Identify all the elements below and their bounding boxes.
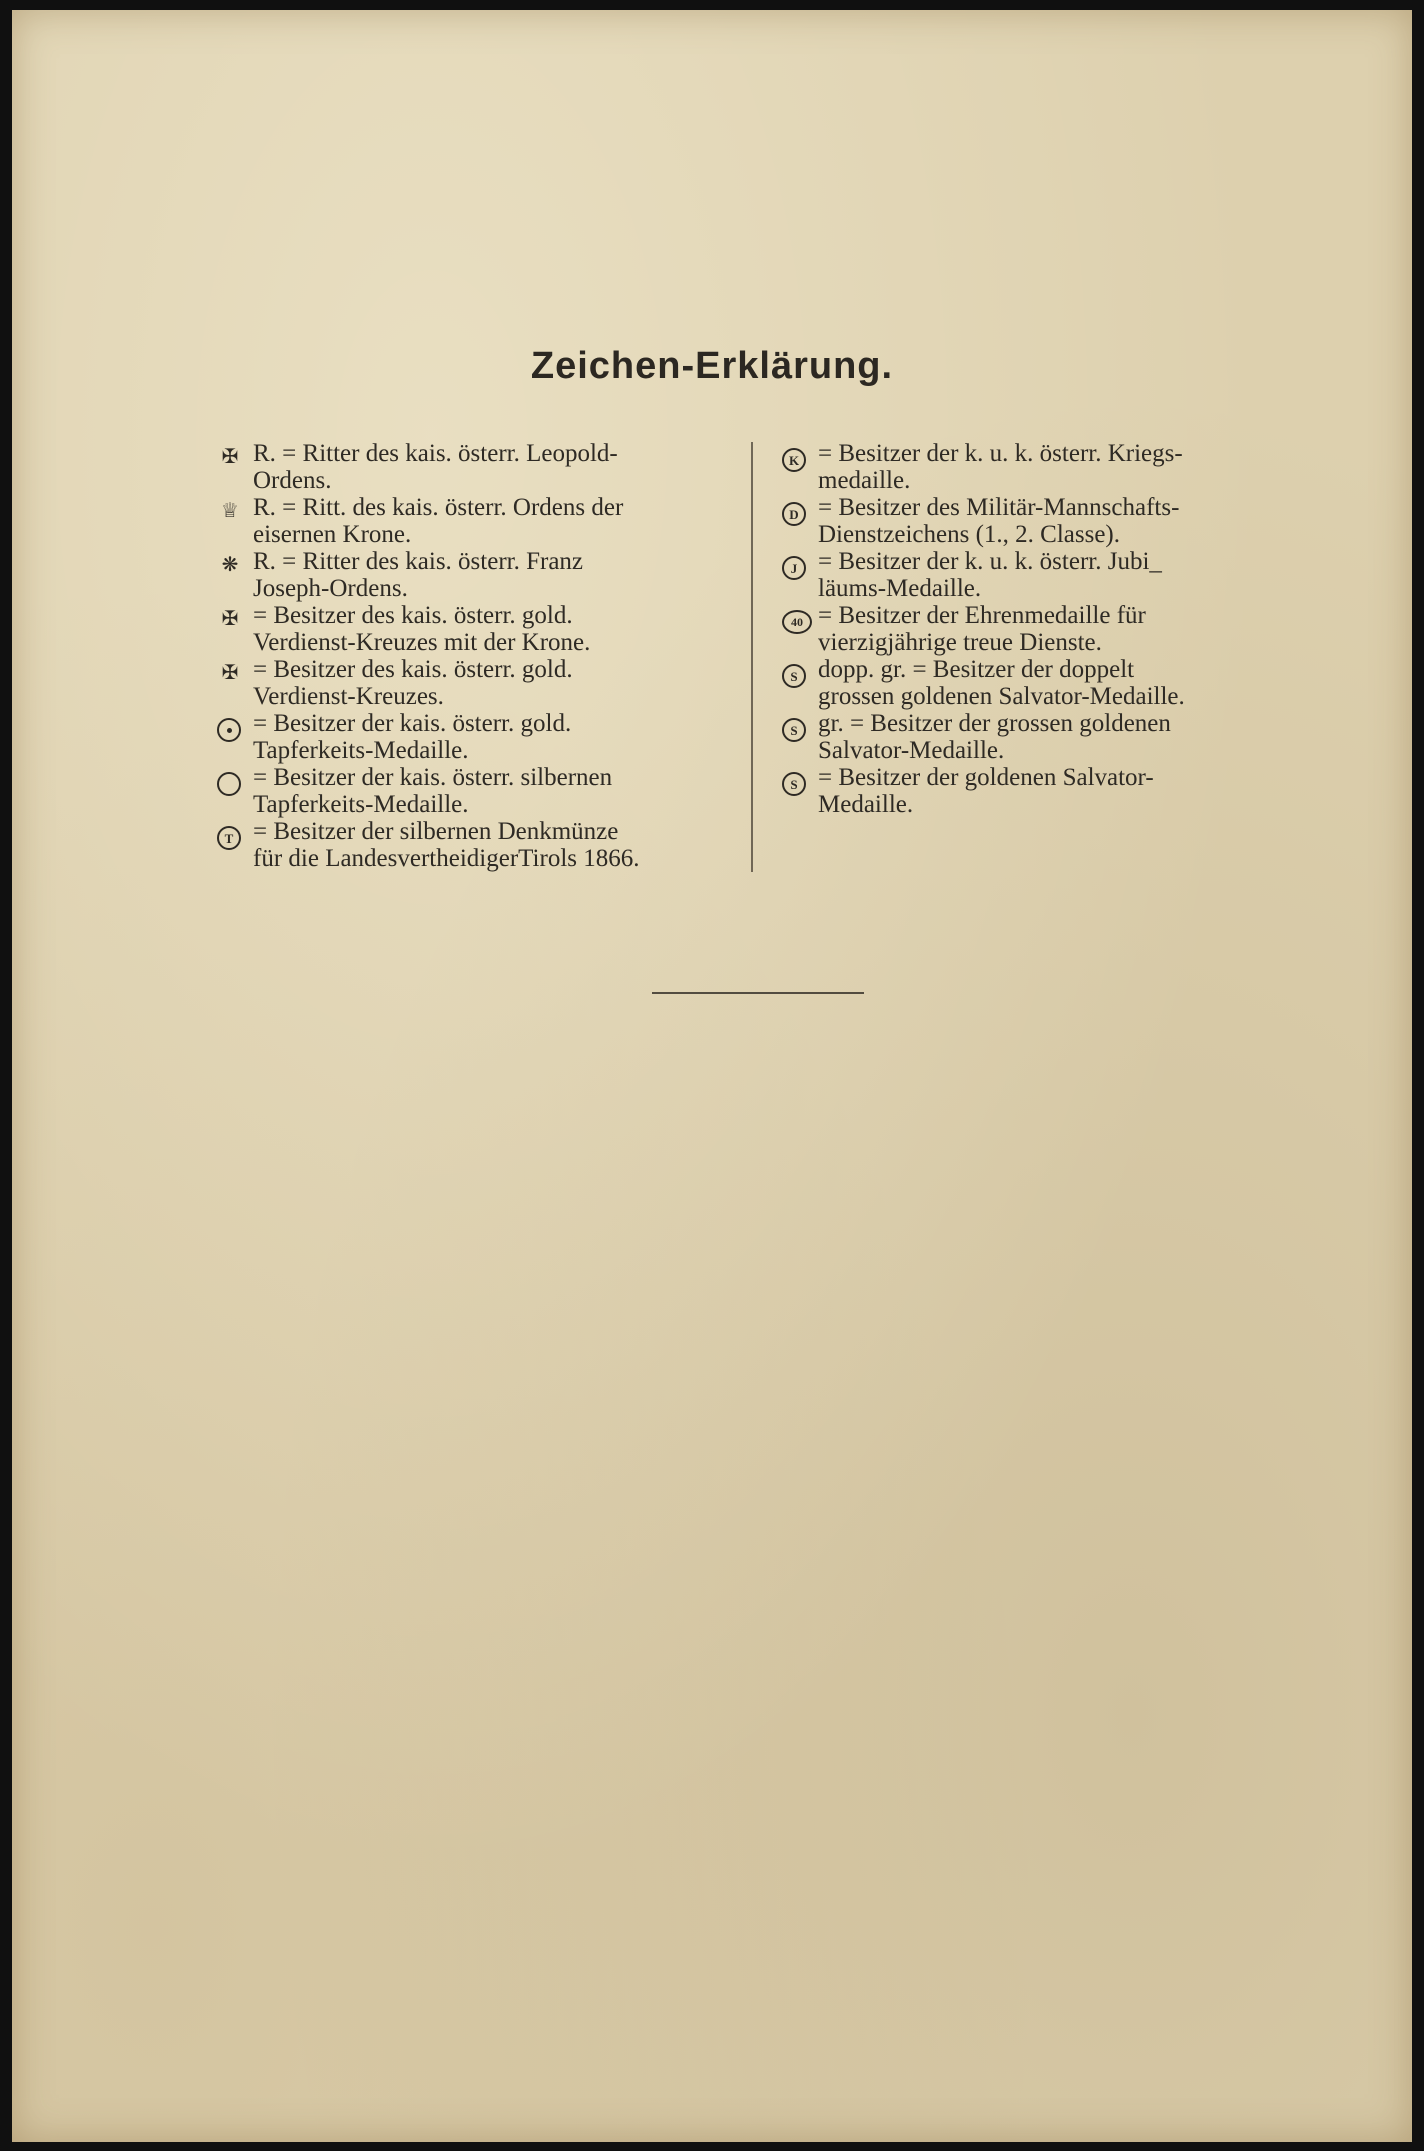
document-page	[12, 10, 1412, 2142]
legend-entry	[782, 764, 1302, 818]
legend-entry	[217, 548, 732, 602]
legend-text-line: R. = Ritter des kais. österr. Leopold-	[253, 440, 618, 467]
legend-text-line: = Besitzer der k. u. k. österr. Jubi_	[818, 548, 1162, 575]
legend-text-line: Verdienst-Kreuzes mit der Krone.	[253, 629, 591, 656]
tyrol-medal-icon: T	[217, 826, 241, 850]
legend-text-line: R. = Ritter des kais. österr. Franz	[253, 548, 584, 575]
franz-joseph-order-icon: ❋	[221, 554, 239, 576]
legend-entry	[782, 548, 1302, 602]
legend-text-line: Ordens.	[253, 467, 332, 494]
legend-entry	[217, 818, 732, 872]
legend-text-line: dopp. gr. = Besitzer der doppelt	[818, 656, 1135, 683]
legend-text-line: Salvator-Medaille.	[818, 737, 1005, 764]
legend-entry	[782, 494, 1302, 548]
legend-text-line: Medaille.	[818, 791, 914, 818]
legend-entry	[217, 494, 732, 548]
legend-entry	[782, 710, 1302, 764]
jubilee-medal-icon: J	[782, 556, 806, 580]
legend-text-line: Tapferkeits-Medaille.	[253, 737, 469, 764]
legend-entry	[782, 440, 1302, 494]
salvator-double-large-icon: S	[782, 664, 806, 688]
legend-text-line: grossen goldenen Salvator-Medaille.	[818, 683, 1185, 710]
legend-text-line: = Besitzer des Militär-Mannschafts-	[818, 494, 1180, 521]
legend-entry	[217, 764, 732, 818]
legend-text-line: = Besitzer der kais. österr. silbernen	[253, 764, 613, 791]
service-badge-icon: D	[782, 502, 806, 526]
gold-bravery-medal-icon	[217, 718, 241, 742]
salvator-large-icon: S	[782, 718, 806, 742]
silver-bravery-medal-icon	[217, 772, 241, 796]
legend-text-line: läums-Medaille.	[818, 575, 982, 602]
column-divider	[751, 442, 753, 872]
legend-entry	[217, 440, 732, 494]
legend-text-line: = Besitzer der goldenen Salvator-	[818, 764, 1154, 791]
legend-text-line: für die LandesvertheidigerTirols 1866.	[253, 845, 640, 872]
legend-text-line: eisernen Krone.	[253, 521, 412, 548]
legend-text-line: vierzigjährige treue Dienste.	[818, 629, 1102, 656]
legend-text-line: = Besitzer der Ehrenmedaille für	[818, 602, 1146, 629]
legend-text-line: R. = Ritt. des kais. österr. Ordens der	[253, 494, 624, 521]
gold-merit-cross-icon: ✠	[221, 662, 239, 684]
legend-left-column	[217, 440, 732, 872]
honor-medal-40-icon: 40	[782, 610, 812, 634]
legend-text-line: gr. = Besitzer der grossen goldenen	[818, 710, 1171, 737]
leopold-order-icon: ✠	[221, 446, 239, 468]
iron-crown-icon: ♕	[221, 500, 239, 522]
war-medal-icon: K	[782, 448, 806, 472]
legend-text-line: Dienstzeichens (1., 2. Classe).	[818, 521, 1121, 548]
legend-entry	[217, 710, 732, 764]
legend-entry	[782, 602, 1302, 656]
section-divider	[652, 992, 864, 994]
legend-text-line: = Besitzer der kais. österr. gold.	[253, 710, 572, 737]
legend-entry	[217, 602, 732, 656]
legend-text-line: Verdienst-Kreuzes.	[253, 683, 444, 710]
legend-text-line: Tapferkeits-Medaille.	[253, 791, 469, 818]
gold-cross-with-crown-icon: ✠	[221, 608, 239, 630]
legend-right-column	[782, 440, 1302, 818]
salvator-gold-icon: S	[782, 772, 806, 796]
legend-entry	[217, 656, 732, 710]
legend-text-line: Joseph-Ordens.	[253, 575, 408, 602]
legend-text-line: = Besitzer der k. u. k. österr. Kriegs-	[818, 440, 1183, 467]
legend-text-line: = Besitzer des kais. österr. gold.	[253, 602, 573, 629]
legend-entry	[782, 656, 1302, 710]
legend-text-line: = Besitzer des kais. österr. gold.	[253, 656, 573, 683]
page-title: Zeichen-Erklärung.	[530, 345, 894, 387]
legend-text-line: medaille.	[818, 467, 911, 494]
legend-text-line: = Besitzer der silbernen Denkmünze	[253, 818, 619, 845]
